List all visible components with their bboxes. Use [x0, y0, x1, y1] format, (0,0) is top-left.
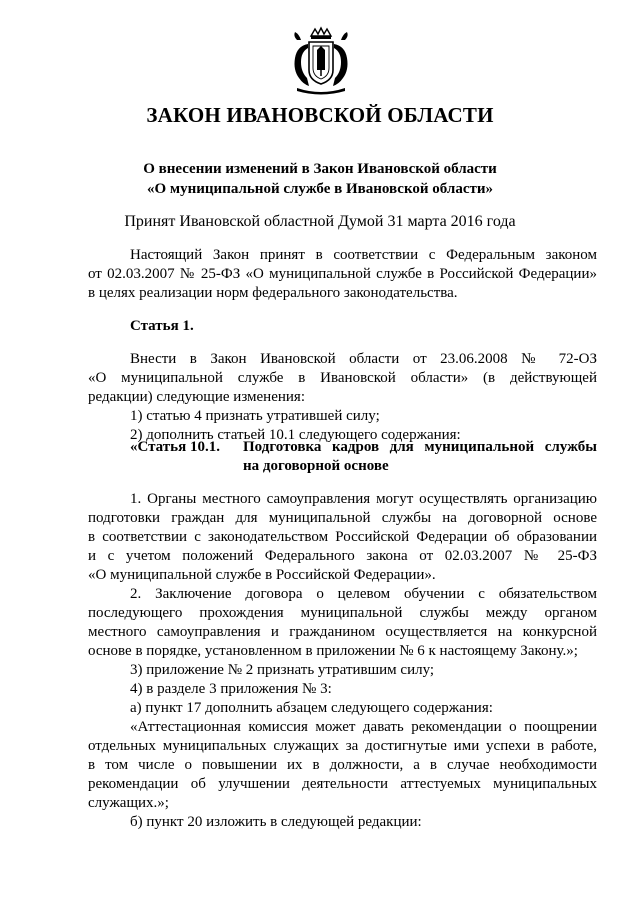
list-item: 4) в разделе 3 приложения № 3:: [130, 681, 332, 697]
list-item: а) пункт 17 дополнить абзацем следующего содержания:: [130, 700, 493, 716]
text-line: Подготовка кадров для муниципальной службы: [243, 439, 597, 455]
text-line: 2. Заключение договора о целевом обучении с обязательством: [130, 586, 597, 602]
text-line: от 02.03.2007 № 25-ФЗ «О муниципальной службе в Российской Федерации»: [88, 266, 597, 282]
new-article-number: «Статья 10.1.: [130, 439, 220, 455]
text-line: «О муниципальной службе в Ивановской области» (в действующей: [88, 370, 597, 386]
list-item: 3) приложение № 2 признать утратившим силу;: [130, 662, 435, 678]
adoption-note: Принят Ивановской областной Думой 31 марта 2016 года: [124, 213, 516, 230]
coat-of-arms-icon: [289, 26, 353, 96]
list-item: 1) статью 4 признать утратившей силу;: [130, 408, 380, 424]
paragraph-1: [88, 490, 597, 832]
text-line: Настоящий Закон принят в соответствии с Федеральным законом: [130, 247, 597, 263]
law-title: ЗАКОН ИВАНОВСКОЙ ОБЛАСТИ: [146, 103, 494, 127]
text-line: и с учетом положений Федерального закона от 02.03.2007 № 25-ФЗ: [88, 548, 597, 564]
text-line: основе в порядке, установленном в приложении № 6 к настоящему Закону.»;: [88, 643, 578, 659]
text-line: 1. Органы местного самоуправления могут осуществлять организацию: [130, 491, 597, 507]
article-heading: Статья 1.: [130, 318, 194, 334]
text-line: «О муниципальной службе в Российской Федерации».: [88, 567, 436, 583]
text-line: в том числе о повышении их в должности, а в случае необходимости: [88, 757, 597, 773]
text-line: в соответствии с законодательством Российской Федерации об образовании: [88, 529, 597, 545]
new-article-heading: [130, 438, 597, 476]
new-article-title: [243, 438, 597, 476]
text-line: «Аттестационная комиссия может давать рекомендации о поощрении: [130, 719, 597, 735]
text-line: подготовки граждан для муниципальной службы на договорной основе: [88, 510, 597, 526]
text-line: на договорной основе: [243, 458, 389, 474]
text-line: Внести в Закон Ивановской области от 23.06.2008 № 72-ОЗ: [130, 351, 597, 367]
text-line: рекомендации об улучшении деятельности аттестуемых муниципальных: [88, 776, 597, 792]
text-line: отдельных муниципальных служащих за достигнутые ими успехи в работе,: [88, 738, 597, 754]
list-item: 2) дополнить статьей 10.1 следующего содержания:: [130, 427, 461, 443]
article-intro: [88, 350, 597, 445]
text-line: местного самоуправления и гражданином осуществляется на конкурсной: [88, 624, 597, 640]
subtitle-line: «О муниципальной службе в Ивановской области»: [146, 181, 493, 197]
text-line: редакции) следующие изменения:: [88, 389, 305, 405]
list-item: б) пункт 20 изложить в следующей редакции:: [130, 814, 422, 830]
preamble-paragraph: [88, 246, 597, 303]
subtitle-line: О внесении изменений в Закон Ивановской области: [143, 161, 497, 177]
text-line: последующего прохождения муниципальной службы между органом: [88, 605, 597, 621]
text-line: служащих.»;: [88, 795, 169, 811]
text-line: в целях реализации норм федерального законодательства.: [88, 285, 458, 301]
law-subtitle: [0, 159, 640, 199]
